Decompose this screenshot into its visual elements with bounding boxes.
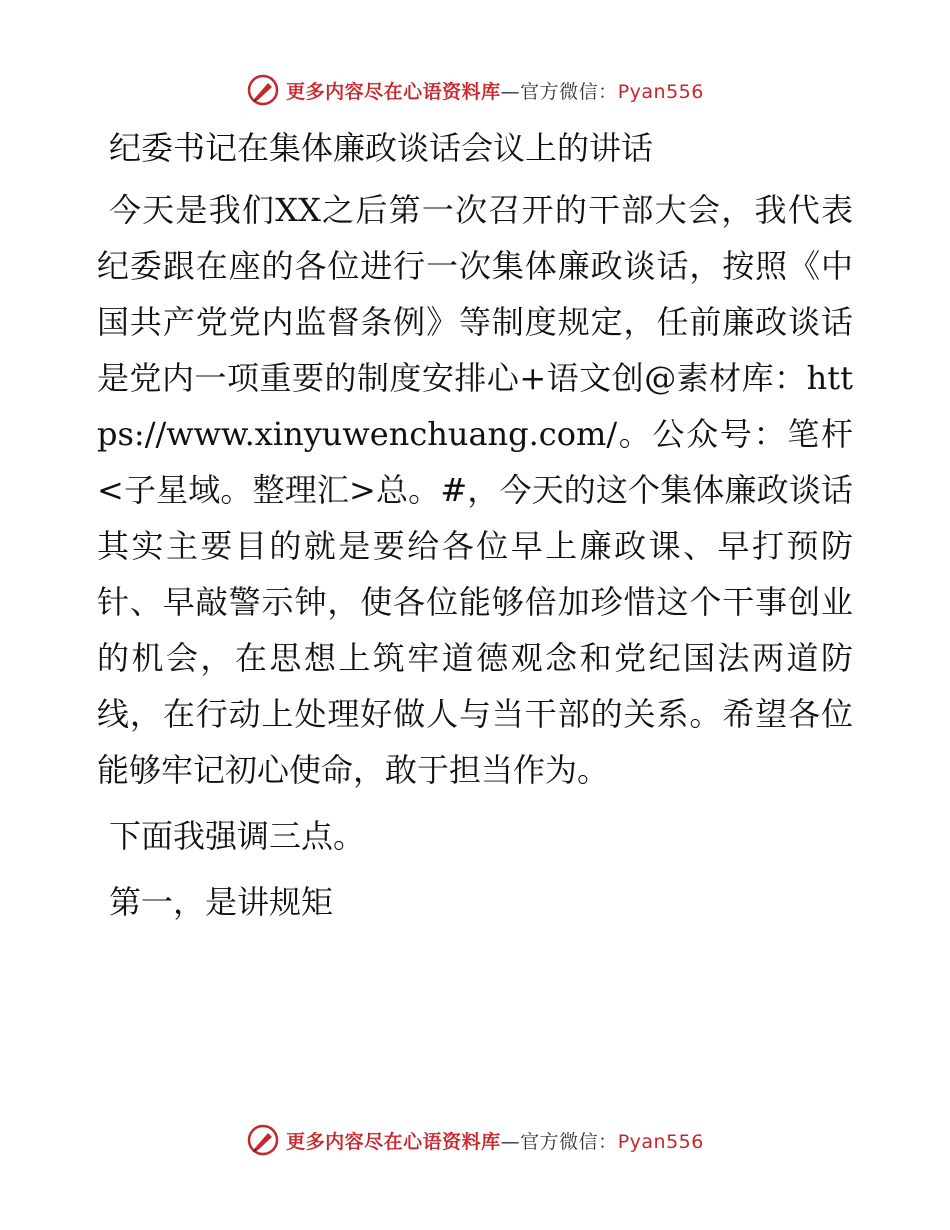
header-watermark — [0, 70, 950, 110]
watermark-main-text: 更多内容尽在心语资料库 — [286, 80, 501, 103]
paragraph-three-points: 下面我强调三点。 — [109, 817, 366, 855]
pen-nib-logo-icon — [246, 73, 280, 107]
footer-watermark — [0, 1120, 950, 1160]
watermark-wechat-id: Pyan556 — [617, 80, 704, 103]
document-title: 纪委书记在集体廉政谈话会议上的讲话 — [109, 129, 654, 167]
pen-nib-logo-icon — [246, 1123, 280, 1157]
watermark-separator-text: —官方微信： — [500, 80, 618, 103]
watermark-main-text: 更多内容尽在心语资料库 — [286, 1130, 501, 1153]
paragraph-first-point: 第一，是讲规矩 — [109, 883, 334, 921]
document-body — [97, 120, 853, 940]
watermark-wechat-id: Pyan556 — [617, 1130, 704, 1153]
paragraph-intro: 今天是我们XX之后第一次召开的干部大会，我代表纪委跟在座的各位进行一次集体廉政谈话，按照《中国共产党党内监督条例》等制度规定，任前廉政谈话是党内一项重要的制度安排心+语文创@素材库：https://www.xinyuwenchuang.com/。公众号：笔杆<子星域。整理汇>总。#，今天的这个集体廉政谈话其实主要目的就是要给各位早上廉政课、早打预防针、早敲警示钟，使各位能够倍加珍惜这个干事创业的机会，在思想上筑牢道德观念和党纪国法两道防线，在行动上处理好做人与当干部的关系。希望各位能够牢记初心使命，敢于担当作为。 — [97, 191, 853, 789]
watermark-separator-text: —官方微信： — [500, 1130, 618, 1153]
